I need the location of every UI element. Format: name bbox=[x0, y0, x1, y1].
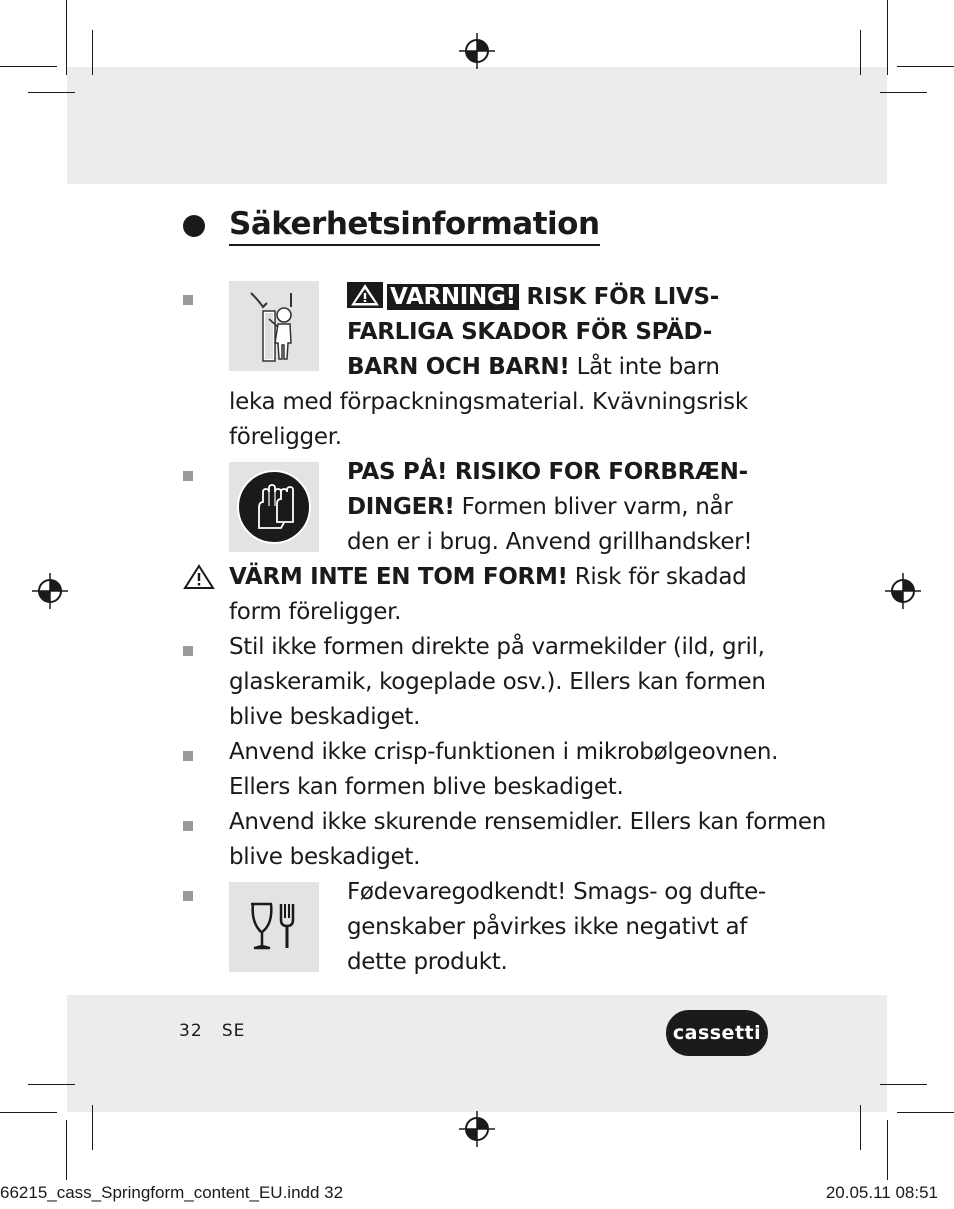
warning-burn-bold-1: PAS PÅ! RISIKO FOR FORBRÆN- bbox=[347, 459, 748, 485]
list-item-heat bbox=[229, 630, 766, 735]
list-bullet bbox=[183, 295, 193, 305]
registration-mark-icon bbox=[459, 1111, 495, 1147]
registration-mark-icon bbox=[885, 573, 921, 609]
section-heading bbox=[183, 206, 600, 246]
warning-burn-bold-2: DINGER! bbox=[347, 494, 455, 520]
varning-label: VARNING! bbox=[387, 284, 519, 310]
list-item-clean-line-1: Anvend ikke skurende rensemidler. Ellers kan formen bbox=[229, 809, 827, 835]
heading-bullet bbox=[183, 215, 205, 237]
warning-children-bold-1: RISK FÖR LIVS- bbox=[518, 284, 720, 310]
warning-children-line-2 bbox=[347, 315, 720, 350]
list-item-food-line-2: genskaber påvirkes ikke negativt af bbox=[347, 914, 748, 940]
list-item-heat-line-3: blive beskadiget. bbox=[229, 704, 421, 730]
print-slug-file: 66215_cass_Springform_content_EU.indd 32 bbox=[0, 1183, 344, 1202]
footer-band bbox=[67, 995, 887, 1112]
brand-logo bbox=[666, 1010, 768, 1056]
warning-children-line-5: föreligger. bbox=[229, 424, 342, 450]
warning-children-bold-2: FARLIGA SKADOR FÖR SPÄD- bbox=[347, 319, 712, 345]
list-item-crisp-line-2: Ellers kan formen blive beskadiget. bbox=[229, 774, 624, 800]
page-title: Säkerhetsinformation bbox=[229, 206, 600, 246]
warning-burn-rest-2: Formen bliver varm, når bbox=[454, 494, 733, 520]
list-bullet bbox=[183, 891, 193, 901]
registration-mark-icon bbox=[32, 573, 68, 609]
list-item-food bbox=[347, 875, 766, 980]
list-item-heat-line-2: glaskeramik, kogeplade osv.). Ellers kan formen bbox=[229, 669, 766, 695]
warning-children-continued bbox=[229, 385, 748, 455]
warning-children-bold-3: BARN OCH BARN! bbox=[347, 354, 570, 380]
list-bullet bbox=[183, 751, 193, 761]
warning-empty-rest-1: Risk för skadad bbox=[567, 564, 747, 590]
warning-burn-line-3: den er i brug. Anvend grillhandsker! bbox=[347, 529, 753, 555]
brand-name: cassetti bbox=[672, 1022, 762, 1044]
list-item-heat-line-1: Stil ikke formen direkte på varmekilder (ild, gril, bbox=[229, 634, 765, 660]
warning-empty-line-1 bbox=[229, 560, 746, 595]
header-band bbox=[67, 67, 887, 184]
list-item-crisp-line-1: Anvend ikke crisp-funktionen i mikrobølgeovnen. bbox=[229, 739, 779, 765]
warning-triangle-icon bbox=[183, 564, 215, 590]
child-hand-icon bbox=[229, 281, 319, 371]
print-slug-date: 20.05.11 08:51 bbox=[825, 1183, 938, 1202]
warning-burn bbox=[347, 455, 752, 560]
list-bullet bbox=[183, 471, 193, 481]
language-code: SE bbox=[221, 1021, 246, 1041]
warning-triangle-icon bbox=[347, 282, 383, 308]
warning-burn-line-2 bbox=[347, 490, 752, 525]
grill-gloves-icon bbox=[229, 462, 319, 552]
list-item-food-line-1: Fødevaregodkendt! Smags- og dufte- bbox=[347, 879, 766, 905]
warning-empty-form bbox=[229, 560, 746, 630]
warning-children-line-4: leka med förpackningsmaterial. Kvävningsrisk bbox=[229, 389, 748, 415]
list-item-food-line-3: dette produkt. bbox=[347, 949, 508, 975]
warning-children-line-1 bbox=[347, 280, 720, 315]
warning-children bbox=[347, 280, 720, 385]
warning-burn-line-1 bbox=[347, 455, 752, 490]
list-item-clean bbox=[229, 805, 826, 875]
list-bullet bbox=[183, 646, 193, 656]
list-bullet bbox=[183, 821, 193, 831]
list-item-crisp bbox=[229, 735, 778, 805]
page-number-footer bbox=[179, 1021, 245, 1041]
warning-children-line-3 bbox=[347, 350, 720, 385]
page-number: 32 bbox=[179, 1021, 203, 1041]
warning-empty-line-2: form föreligger. bbox=[229, 599, 402, 625]
glass-fork-icon bbox=[229, 882, 319, 972]
registration-mark-icon bbox=[459, 33, 495, 69]
list-item-clean-line-2: blive beskadiget. bbox=[229, 844, 421, 870]
warning-empty-bold-1: VÄRM INTE EN TOM FORM! bbox=[229, 564, 568, 590]
warning-children-rest-3: Låt inte barn bbox=[569, 354, 720, 380]
